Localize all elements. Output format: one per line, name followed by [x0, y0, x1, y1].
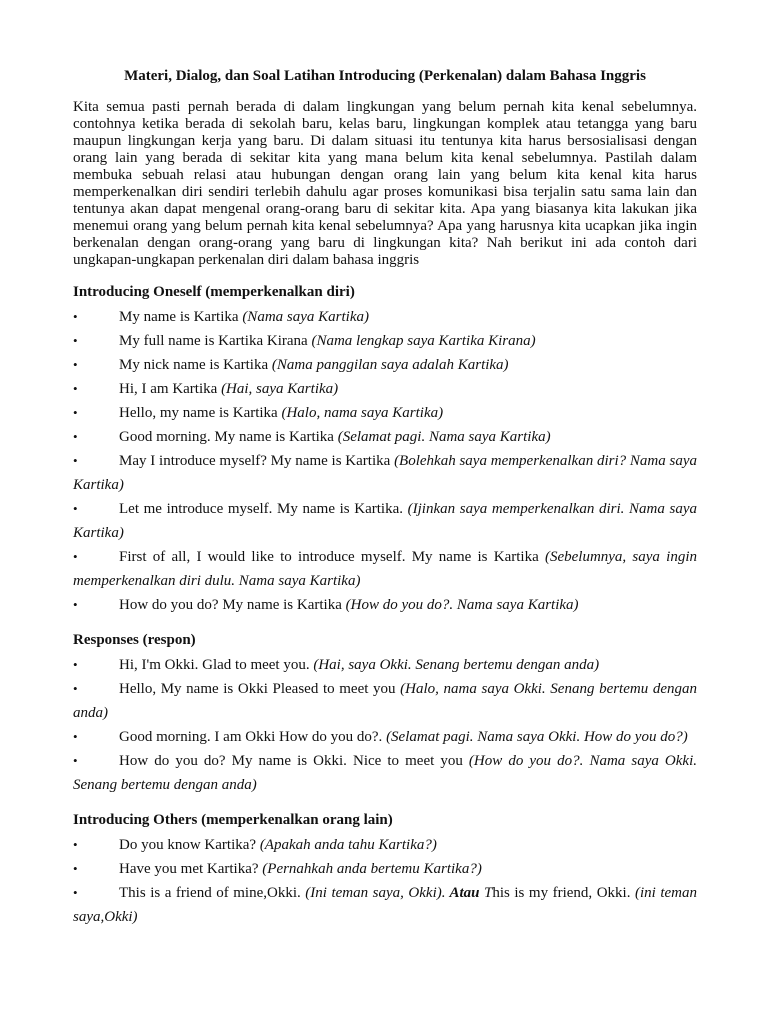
bullet-icon: • — [73, 885, 78, 900]
bullet-icon: • — [73, 549, 78, 564]
list-item — [73, 377, 697, 401]
document-title: Materi, Dialog, dan Soal Latihan Introducing (Perkenalan) dalam Bahasa Inggris — [124, 68, 646, 84]
phrase: This is a friend of mine,Okki. — [119, 885, 306, 901]
phrase: My name is Kartika — [119, 309, 243, 325]
list-item — [73, 677, 697, 725]
list-item — [73, 425, 697, 449]
translation: (Halo, nama saya Okki. Senang bertemu dengan anda) — [73, 681, 698, 721]
bullet-icon: • — [73, 405, 78, 420]
phrase: Do you know Kartika? — [119, 837, 260, 853]
bullet-icon: • — [73, 501, 78, 516]
phrase: Good morning. My name is Kartika — [119, 429, 338, 445]
translation: (How do you do?. Nama saya Okki. Senang bertemu dengan anda) — [73, 753, 698, 793]
phrase: How do you do? My name is Okki. Nice to meet you — [119, 753, 469, 769]
translation: (Apakah anda tahu Kartika?) — [259, 837, 437, 853]
phrase: Hi, I am Kartika — [119, 381, 222, 397]
phrase: Hello, My name is Okki Pleased to meet you — [119, 681, 401, 697]
translation: (Hai, saya Okki. Senang bertemu dengan anda) — [313, 657, 600, 673]
translation: (Halo, nama saya Kartika) — [281, 405, 444, 421]
list-item — [73, 857, 697, 881]
bullet-icon: • — [73, 309, 78, 324]
list-item — [73, 833, 697, 857]
translation: (How do you do?. Nama saya Kartika) — [345, 597, 579, 613]
list-item — [73, 497, 697, 545]
translation: (ini teman saya,Okki) — [73, 885, 697, 925]
bullet-icon: • — [73, 597, 78, 612]
bullet-icon: • — [73, 357, 78, 372]
bullet-icon: • — [73, 753, 78, 768]
translation: (Bolehkah saya memperkenalkan diri? Nama saya Kartika) — [73, 453, 697, 493]
phrase: Hello, my name is Kartika — [119, 405, 282, 421]
list-item — [73, 305, 697, 329]
phrase: Let me introduce myself. My name is Kartika. — [119, 501, 408, 517]
list-item — [73, 725, 697, 749]
list-item — [73, 449, 697, 497]
list-item — [73, 593, 697, 617]
translation: (Nama lengkap saya Kartika Kirana) — [311, 333, 536, 349]
phrase: May I introduce myself? My name is Kartika — [119, 453, 395, 469]
bullet-icon: • — [73, 429, 78, 444]
list-item — [73, 881, 697, 929]
translation: (Ijinkan saya memperkenalkan diri. Nama saya Kartika) — [73, 501, 697, 541]
bullet-icon: • — [73, 861, 78, 876]
translation: (Hai, saya Kartika) — [221, 381, 339, 397]
phrase: Hi, I'm Okki. Glad to meet you. — [119, 657, 314, 673]
phrase: My full name is Kartika Kirana — [119, 333, 312, 349]
phrase: My nick name is Kartika — [119, 357, 272, 373]
translation: (Selamat pagi. Nama saya Kartika) — [337, 429, 551, 445]
list-responses — [73, 653, 697, 797]
capital-t: T — [484, 885, 493, 901]
heading-responses: Responses (respon) — [73, 632, 196, 648]
list-introducing-oneself — [73, 305, 697, 617]
phrase: Good morning. I am Okki How do you do?. — [119, 729, 387, 745]
bullet-icon: • — [73, 453, 78, 468]
list-item — [73, 401, 697, 425]
translation: (Ini teman saya, Okki). — [305, 885, 446, 901]
list-item — [73, 353, 697, 377]
translation: (Pernahkah anda bertemu Kartika?) — [262, 861, 482, 877]
list-item — [73, 545, 697, 593]
bullet-icon: • — [73, 681, 78, 696]
bullet-icon: • — [73, 657, 78, 672]
bullet-icon: • — [73, 729, 78, 744]
translation: (Sebelumnya, saya ingin memperkenalkan diri dulu. Nama saya Kartika) — [73, 549, 697, 589]
bullet-icon: • — [73, 381, 78, 396]
atau-connector: Atau — [445, 885, 485, 901]
intro-paragraph: Kita semua pasti pernah berada di dalam lingkungan yang belum pernah kita kenal sebelumnya. contohnya ketika berada di sekolah baru, kelas baru, lingkungan komplek atau tetangga yang baru maupun lingkungan kerja yang baru. Di dalam situasi itu tentunya kita harus bersosialisasi dengan orang lain yang berada di sekitar kita yang mana belum kita kenal sebelumnya. Pastilah dalam membuka sebuah relasi atau hubungan dengan orang lain yang belum kita kenal kita harus memperkenalkan diri sendiri terlebih dahulu agar proses komunikasi bisa terjalin satu sama lain dan tentunya akan dapat mengenal orang-orang baru di sekitar kita. Apa yang biasanya kita lakukan jika menemui orang yang belum pernah kita kenal sebelumnya? Apa yang harusnya kita ucapkan jika ingin berkenalan dengan orang-orang yang baru di lingkungan kita? Nah berikut ini ada contoh dari ungkapan-ungkapan perkenalan diri dalam bahasa inggris — [73, 99, 697, 268]
phrase: Have you met Kartika? — [119, 861, 263, 877]
phrase: his is my friend, Okki. — [492, 885, 635, 901]
heading-introducing-oneself: Introducing Oneself (memperkenalkan diri) — [73, 284, 355, 300]
heading-introducing-others: Introducing Others (memperkenalkan orang lain) — [73, 812, 393, 828]
phrase: How do you do? My name is Kartika — [119, 597, 346, 613]
translation: (Selamat pagi. Nama saya Okki. How do you do?) — [386, 729, 688, 745]
list-item — [73, 653, 697, 677]
translation: (Nama panggilan saya adalah Kartika) — [271, 357, 509, 373]
phrase: First of all, I would like to introduce myself. My name is Kartika — [119, 549, 545, 565]
list-introducing-others — [73, 833, 697, 929]
translation: (Nama saya Kartika) — [242, 309, 369, 325]
bullet-icon: • — [73, 837, 78, 852]
bullet-icon: • — [73, 333, 78, 348]
list-item — [73, 329, 697, 353]
list-item — [73, 749, 697, 797]
